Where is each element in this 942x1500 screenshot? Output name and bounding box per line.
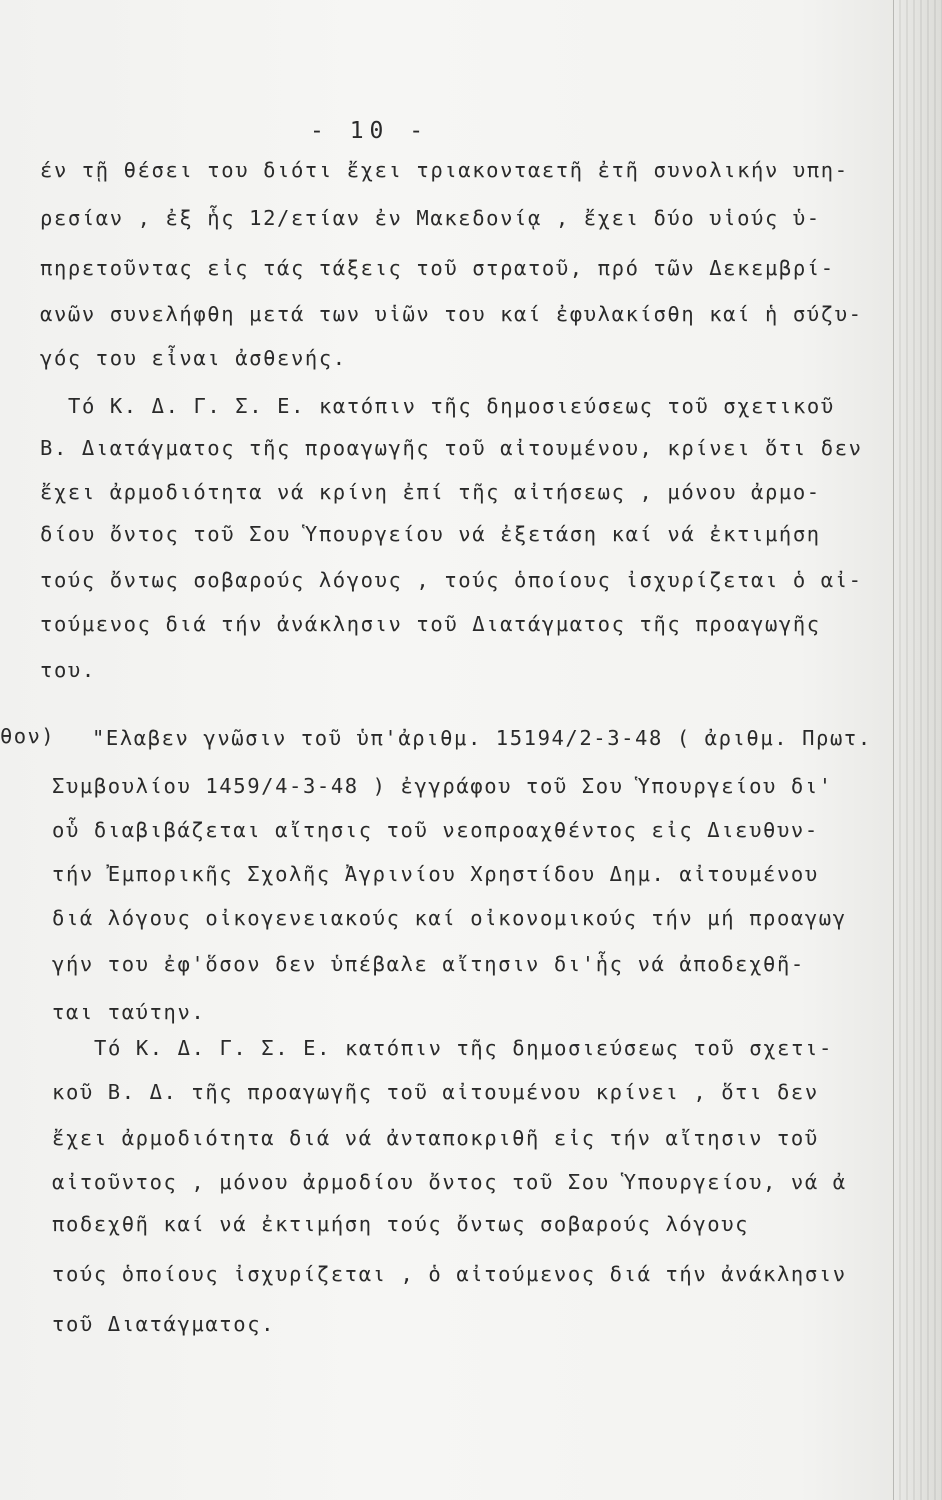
text-line: ἔχει ἀρμοδιότητα νά κρίνη ἐπί τῆς αἰτήσεως , μόνου ἀρμο- <box>40 480 821 504</box>
text-line: διά λόγους οἰκογενειακούς καί οἰκονομικούς τήν μή προαγωγ <box>52 906 847 930</box>
text-line: ται ταύτην. <box>52 1000 206 1024</box>
text-line: γήν του ἐφ'ὅσον δεν ὑπέβαλε αἴτησιν δι'ἧς νά ἀποδεχθῆ- <box>52 952 805 976</box>
text-line: οὗ διαβιβάζεται αἴτησις τοῦ νεοπροαχθέντος εἰς Διευθυν- <box>52 818 819 842</box>
text-line: τήν Ἐμπορικῆς Σχολῆς Ἀγρινίου Χρηστίδου Δημ. αἰτουμένου <box>52 862 819 886</box>
text-line: πηρετοῦντας εἰς τάς τάξεις τοῦ στρατοῦ, πρό τῶν Δεκεμβρί- <box>40 256 835 280</box>
text-line: "Ελαβεν γνῶσιν τοῦ ὑπ'ἀριθμ. 15194/2-3-48 ( ἀριθμ. Πρωτ. <box>92 726 872 750</box>
text-line: ποδεχθῆ καί νά ἐκτιμήση τούς ὄντως σοβαρούς λόγους <box>52 1212 750 1236</box>
text-line: έν τῇ θέσει του διότι ἔχει τριακονταετῆ ἐτῆ συνολικήν υπη- <box>40 158 849 182</box>
text-line: τούς ὄντως σοβαρούς λόγους , τούς ὁποίους ἰσχυρίζεται ὁ αἰ- <box>40 568 863 592</box>
text-line: τοῦ Διατάγματος. <box>52 1312 276 1336</box>
text-line: κοῦ Β. Δ. τῆς προαγωγῆς τοῦ αἰτουμένου κρίνει , ὅτι δεν <box>52 1080 819 1104</box>
text-line: δίου ὄντος τοῦ Σου Ὑπουργείου νά ἐξετάση καί νά ἐκτιμήση <box>40 522 821 546</box>
text-line: Συμβουλίου 1459/4-3-48 ) ἐγγράφου τοῦ Σου Ὑπουργείου δι' <box>52 774 833 798</box>
text-line: αἰτοῦντος , μόνου ἀρμοδίου ὄντος τοῦ Σου Ὑπουργείου, νά ἀ <box>52 1170 847 1194</box>
text-line: Β. Διατάγματος τῆς προαγωγῆς τοῦ αἰτουμένου, κρίνει ὅτι δεν <box>40 436 863 460</box>
page-number: - 10 - <box>310 118 430 144</box>
text-line: ρεσίαν , ἐξ ἧς 12/ετίαν ἐν Μακεδονίᾳ , ἔχει δύο υἱούς ὑ- <box>40 206 821 230</box>
text-line: τούμενος διά τήν ἀνάκλησιν τοῦ Διατάγματος τῆς προαγωγῆς <box>40 612 821 636</box>
text-line: γός του εἶναι ἀσθενής. <box>40 346 347 370</box>
text-line: ἔχει ἀρμοδιότητα διά νά ἀνταποκριθῆ εἰς τήν αἴτησιν τοῦ <box>52 1126 819 1150</box>
margin-note: θον) <box>0 724 55 748</box>
text-line: τούς ὁποίους ἰσχυρίζεται , ὁ αἰτούμενος διά τήν ἀνάκλησιν <box>52 1262 847 1286</box>
text-line: του. <box>40 658 96 682</box>
text-line: ανῶν συνελήφθη μετά των υἱῶν του καί ἐφυλακίσθη καί ἡ σύζυ- <box>40 302 863 326</box>
text-line: Τό Κ. Δ. Γ. Σ. Ε. κατόπιν τῆς δημοσιεύσεως τοῦ σχετι- <box>94 1036 833 1060</box>
binding-edge <box>893 0 942 1500</box>
text-line: Τό Κ. Δ. Γ. Σ. Ε. κατόπιν τῆς δημοσιεύσεως τοῦ σχετικοῦ <box>68 394 835 418</box>
